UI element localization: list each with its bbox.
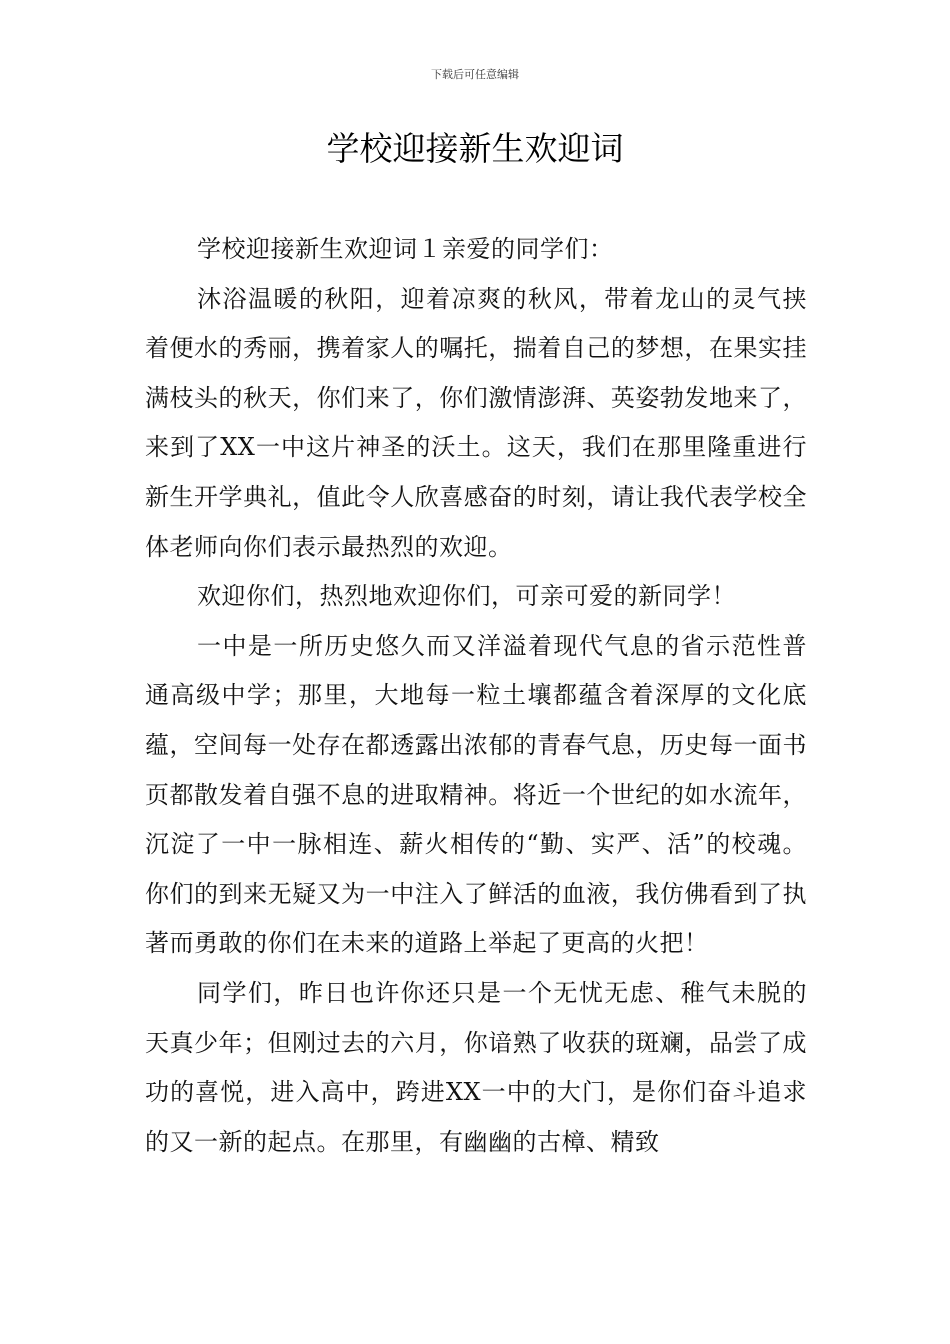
paragraph: 沐浴温暖的秋阳，迎着凉爽的秋风，带着龙山的灵气挟着便水的秀丽，携着家人的嘱托，揣着自己的梦想，在果实挂满枝头的秋天，你们来了，你们激情澎湃、英姿勃发地来了，来到了XX一中这片神圣的沃土。这天，我们在那里隆重进行新生开学典礼，值此令人欣喜感奋的时刻，请让我代表学校全体老师向你们表示最热烈的欢迎。 [145,284,807,561]
paragraph: 欢迎你们，热烈地欢迎你们，可亲可爱的新同学！ [197,582,736,611]
header-note: 下载后可任意编辑 [431,68,519,81]
paragraph: 学校迎接新生欢迎词１亲爱的同学们： [197,235,614,263]
paragraph: 一中是一所历史悠久而又洋溢着现代气息的省示范性普通高级中学；那里，大地每一粒土壤都蕴含着深厚的文化底蕴，空间每一处存在都透露出浓郁的青春气息，历史每一面书页都散发着自强不息的进取精神。将近一个世纪的如水流年，沉淀了一中一脉相连、薪火相传的“勤、实严、活”的校魂。你们的到来无疑又为一中注入了鲜活的血液，我仿佛看到了执著而勇敢的你们在未来的道路上举起了更高的火把！ [145,631,807,958]
paragraph: 同学们，昨日也许你还只是一个无忧无虑、稚气未脱的天真少年；但刚过去的六月，你谙熟了收获的斑斓，品尝了成功的喜悦，进入高中，跨进XX一中的大门，是你们奋斗追求的又一新的起点。在那里，有幽幽的古樟、精致 [145,978,807,1156]
document-body [145,225,807,1167]
document-title: 学校迎接新生欢迎词 [326,129,624,168]
